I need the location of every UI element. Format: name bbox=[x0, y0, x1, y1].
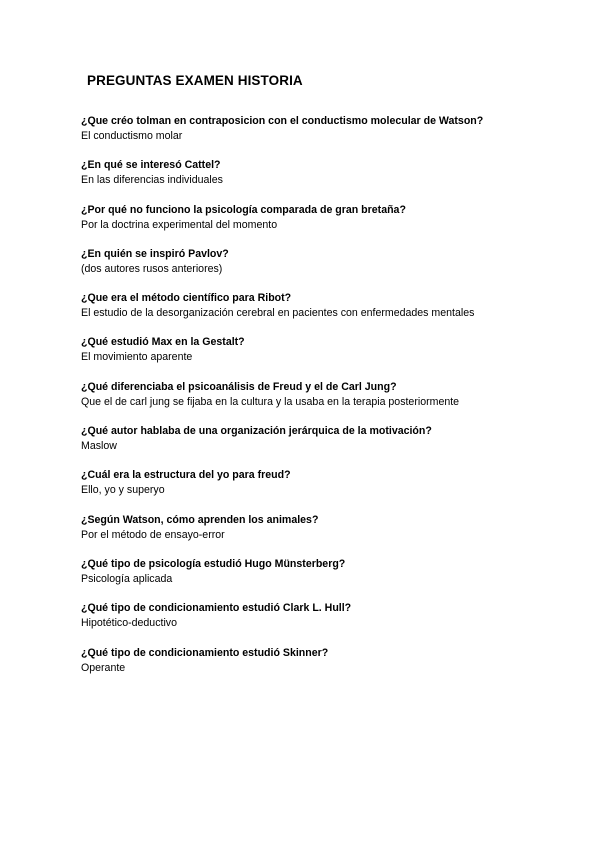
question-item bbox=[81, 335, 586, 379]
question-text: ¿En qué se interesó Cattel? bbox=[81, 159, 221, 172]
question-item bbox=[81, 468, 586, 512]
answer-text: Por el método de ensayo-error bbox=[81, 528, 225, 541]
answer-text: Psicología aplicada bbox=[81, 572, 173, 585]
answer-text: Maslow bbox=[81, 440, 117, 453]
answer-text: El conductismo molar bbox=[81, 130, 183, 142]
question-text: ¿En quién se inspiró Pavlov? bbox=[81, 247, 229, 260]
question-text: ¿Qué tipo de condicionamiento estudió Skinner? bbox=[81, 646, 329, 659]
question-item bbox=[81, 291, 586, 335]
question-item bbox=[81, 557, 586, 601]
question-item bbox=[81, 380, 586, 424]
question-text: ¿Qué autor hablaba de una organización jerárquica de la motivación? bbox=[81, 425, 432, 438]
question-item bbox=[81, 601, 586, 645]
question-item bbox=[81, 114, 586, 158]
answer-text: En las diferencias individuales bbox=[81, 174, 223, 187]
question-list bbox=[81, 114, 586, 690]
answer-text: El estudio de la desorganización cerebral en pacientes con enfermedades mentales bbox=[81, 307, 475, 320]
answer-text: Que el de carl jung se fijaba en la cultura y la usaba en la terapia posteriormente bbox=[81, 395, 460, 408]
question-text: ¿Según Watson, cómo aprenden los animales? bbox=[81, 513, 319, 526]
question-text: ¿Qué tipo de psicología estudió Hugo Münsterberg? bbox=[81, 557, 346, 570]
answer-text: Operante bbox=[81, 661, 126, 674]
question-text: ¿Que créo tolman en contraposicion con el conductismo molecular de Watson? bbox=[81, 115, 484, 127]
answer-text: Por la doctrina experimental del momento bbox=[81, 218, 278, 231]
answer-text: (dos autores rusos anteriores) bbox=[81, 262, 223, 275]
answer-text: Ello, yo y superyo bbox=[81, 484, 165, 497]
question-text: ¿Qué tipo de condicionamiento estudió Clark L. Hull? bbox=[81, 602, 352, 615]
answer-text: Hipotético-deductivo bbox=[81, 617, 177, 630]
question-item bbox=[81, 513, 586, 557]
question-text: ¿Que era el método científico para Ribot? bbox=[81, 292, 292, 305]
question-text: ¿Qué diferenciaba el psicoanálisis de Freud y el de Carl Jung? bbox=[81, 380, 397, 393]
question-text: ¿Por qué no funciono la psicología comparada de gran bretaña? bbox=[81, 203, 406, 216]
question-item bbox=[81, 646, 586, 690]
question-item bbox=[81, 203, 586, 247]
question-item bbox=[81, 158, 586, 202]
question-text: ¿Qué estudió Max en la Gestalt? bbox=[81, 336, 245, 349]
question-item bbox=[81, 424, 586, 468]
answer-text: El movimiento aparente bbox=[81, 351, 193, 364]
question-item bbox=[81, 247, 586, 291]
question-text: ¿Cuál era la estructura del yo para freud? bbox=[81, 469, 291, 482]
document-title: PREGUNTAS EXAMEN HISTORIA bbox=[87, 73, 303, 88]
